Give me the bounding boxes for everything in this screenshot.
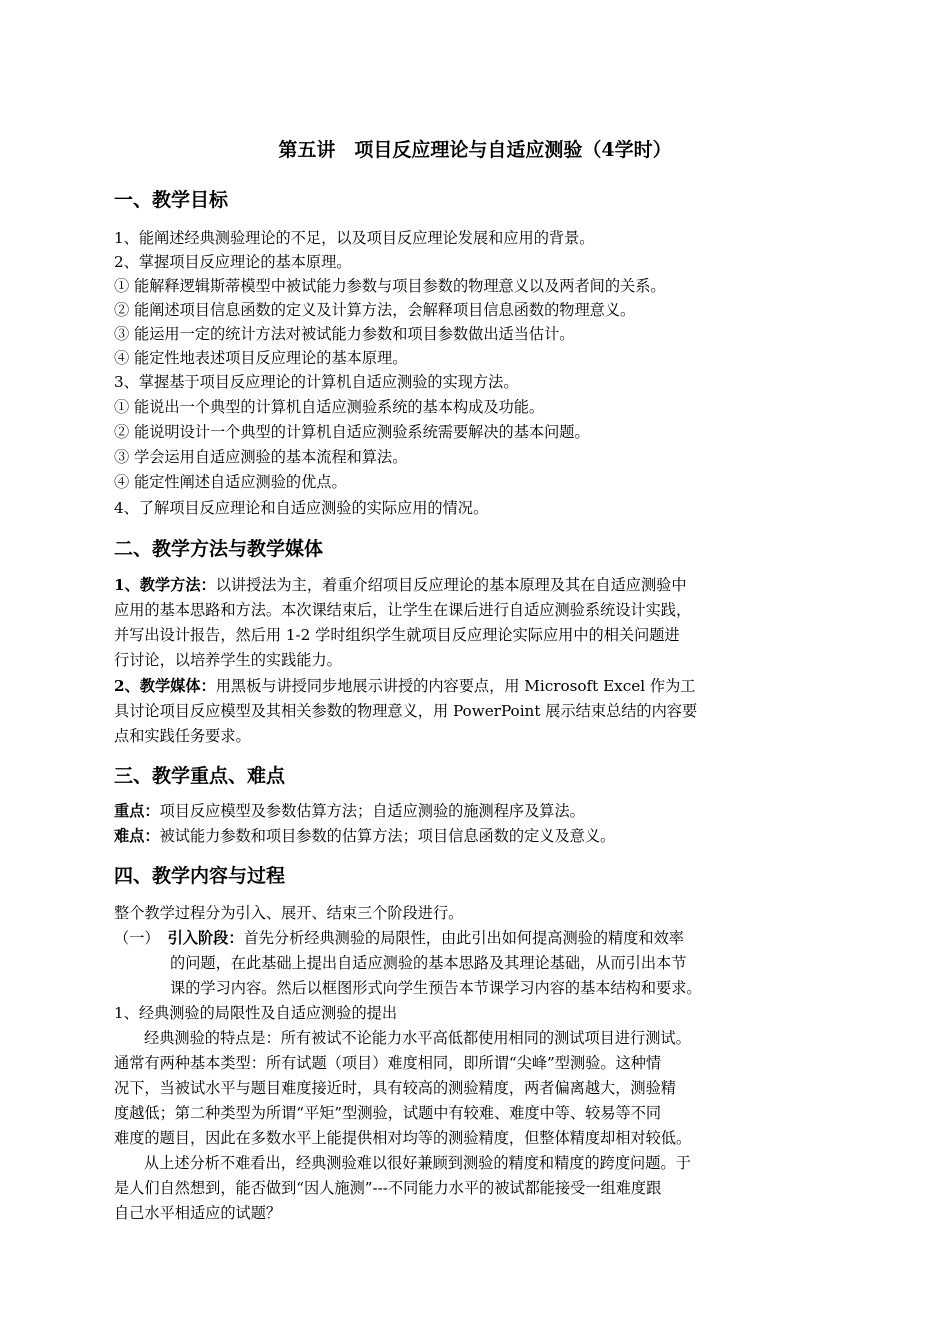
text-line: 是人们自然想到，能否做到“因人施测”---不同能力水平的被试都能接受一组难度跟: [114, 1179, 662, 1197]
text-line: 行讨论，以培养学生的实践能力。: [114, 651, 342, 669]
text-line: 从上述分析不难看出，经典测验难以很好兼顾到测验的精度和精度的跨度问题。于: [144, 1154, 691, 1172]
text-line: 具讨论项目反应模型及其相关参数的物理意义，用 PowerPoint 展示结束总结的内容要: [114, 702, 698, 720]
text-line: ① 能说出一个典型的计算机自适应测验系统的基本构成及功能。: [114, 398, 545, 416]
text-line: 经典测验的特点是：所有被试不论能力水平高低都使用相同的测试项目进行测试。: [144, 1029, 691, 1047]
text-line: 点和实践任务要求。: [114, 727, 251, 745]
page-title: 第五讲 项目反应理论与自适应测验（4学时）: [278, 139, 672, 161]
section-heading-objectives: 一、教学目标: [114, 189, 229, 211]
media-text: 用黑板与讲授同步地展示讲授的内容要点，用 Microsoft Excel 作为工: [215, 677, 696, 695]
media-line: [114, 674, 695, 698]
method-line: [114, 573, 687, 597]
section-heading-content: 四、教学内容与过程: [114, 865, 286, 887]
text-line: 难度的题目，因此在多数水平上能提供相对均等的测验精度，但整体精度却相对较低。: [114, 1129, 692, 1147]
text-line: ② 能说明设计一个典型的计算机自适应测验系统需要解决的基本问题。: [114, 423, 590, 441]
media-label: 2、教学媒体：: [114, 677, 216, 695]
stage-text: 首先分析经典测验的局限性，由此引出如何提高测验的精度和效率: [243, 929, 684, 947]
text-line: 自己水平相适应的试题？: [114, 1204, 282, 1222]
text-line: ② 能阐述项目信息函数的定义及计算方法，会解释项目信息函数的物理意义。: [114, 301, 636, 319]
subsection-heading: 1、经典测验的局限性及自适应测验的提出: [114, 1004, 398, 1022]
stage-line: [114, 926, 684, 950]
text-line: 通常有两种基本类型：所有试题（项目）难度相同，即所谓“尖峰”型测验。这种情: [114, 1054, 662, 1072]
method-label: 1、教学方法：: [114, 576, 216, 594]
text-line: ③ 学会运用自适应测验的基本流程和算法。: [114, 448, 408, 466]
hard-text: 被试能力参数和项目参数的估算方法；项目信息函数的定义及意义。: [159, 827, 616, 845]
text-line: 课的学习内容。然后以框图形式向学生预告本节课学习内容的基本结构和要求。: [170, 979, 702, 997]
text-line: 况下，当被试水平与题目难度接近时，具有较高的测验精度，两者偏离越大，测验精: [114, 1079, 676, 1097]
stage-number: （一）: [114, 929, 160, 947]
text-line: 整个教学过程分为引入、展开、结束三个阶段进行。: [114, 904, 464, 922]
key-point-line: [114, 799, 585, 823]
text-line: ③ 能运用一定的统计方法对被试能力参数和项目参数做出适当估计。: [114, 325, 575, 343]
difficulty-line: [114, 824, 615, 848]
hard-label: 难点：: [114, 827, 160, 845]
text-line: 4、了解项目反应理论和自适应测验的实际应用的情况。: [114, 499, 489, 517]
key-text: 项目反应模型及参数估算方法；自适应测验的施测程序及算法。: [159, 802, 585, 820]
text-line: 度越低；第二种类型为所谓“平矩”型测验，试题中有较难、难度中等、较易等不同: [114, 1104, 662, 1122]
key-label: 重点：: [114, 802, 160, 820]
stage-label: 引入阶段：: [167, 929, 244, 947]
text-line: ① 能解释逻辑斯蒂模型中被试能力参数与项目参数的物理意义以及两者间的关系。: [114, 277, 666, 295]
text-line: ④ 能定性地表述项目反应理论的基本原理。: [114, 349, 408, 367]
text-line: ④ 能定性阐述自适应测验的优点。: [114, 473, 347, 491]
text-line: 应用的基本思路和方法。本次课结束后，让学生在课后进行自适应测验系统设计实践，: [114, 601, 692, 619]
text-line: 的问题，在此基础上提出自适应测验的基本思路及其理论基础，从而引出本节: [170, 954, 687, 972]
method-text: 以讲授法为主，着重介绍项目反应理论的基本原理及其在自适应测验中: [215, 576, 687, 594]
text-line: 3、掌握基于项目反应理论的计算机自适应测验的实现方法。: [114, 373, 519, 391]
text-line: 并写出设计报告，然后用 1-2 学时组织学生就项目反应理论实际应用中的相关问题进: [114, 626, 680, 644]
text-line: 1、能阐述经典测验理论的不足，以及项目反应理论发展和应用的背景。: [114, 229, 595, 247]
text-line: 2、掌握项目反应理论的基本原理。: [114, 253, 352, 271]
section-heading-methods: 二、教学方法与教学媒体: [114, 538, 324, 560]
section-heading-key-points: 三、教学重点、难点: [114, 765, 286, 787]
